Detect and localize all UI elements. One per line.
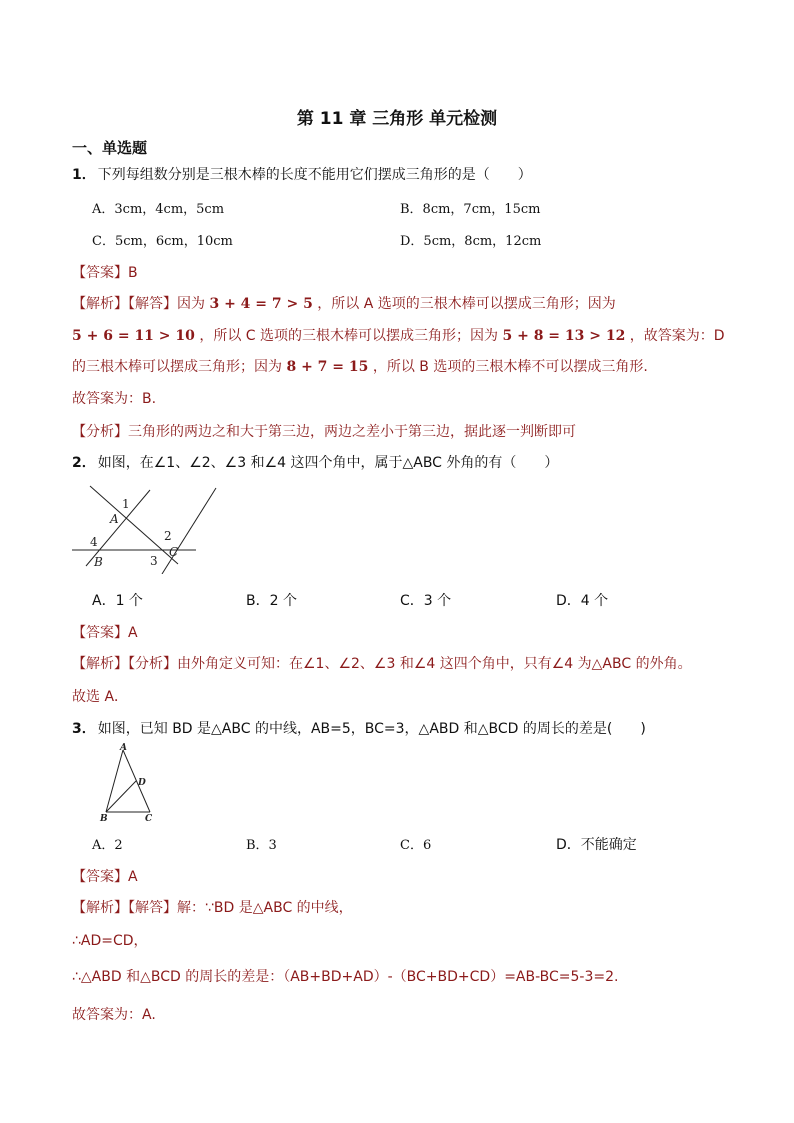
analysis-text: ，所以 A 选项的三根木棒可以摆成三角形；因为 bbox=[312, 296, 616, 312]
question-number: 2． bbox=[72, 455, 96, 471]
analysis-text: ，所以 C 选项的三根木棒可以摆成三角形；因为 bbox=[194, 328, 503, 344]
q2-option-a: A．1 个 bbox=[92, 593, 143, 609]
q2-final-answer: 故选 A． bbox=[72, 689, 129, 705]
q3-option-d: D．不能确定 bbox=[556, 837, 637, 853]
q3-triangle-figure bbox=[96, 742, 162, 824]
q2-answer: 【答案】A bbox=[72, 625, 138, 641]
q1-analysis-line-1 bbox=[72, 293, 616, 313]
math-expression: 8 + 7 = 15 bbox=[286, 359, 369, 375]
question-3-stem bbox=[72, 718, 646, 738]
q1-analysis-line-3 bbox=[72, 356, 648, 376]
q1-option-b: B．8cm，7cm，15cm bbox=[400, 202, 541, 217]
question-text: 下列每组数分别是三根木棒的长度不能用它们摆成三角形的是（ ） bbox=[97, 167, 532, 183]
analysis-text: ，所以 B 选项的三根木棒不可以摆成三角形. bbox=[368, 359, 648, 375]
question-1-stem bbox=[72, 164, 532, 184]
math-expression: 5 + 8 = 13 > 12 bbox=[502, 328, 626, 344]
math-expression: 5 + 6 = 11 > 10 bbox=[72, 328, 195, 344]
vertex-label-c: C bbox=[145, 814, 153, 824]
q1-fenxi: 【分析】三角形的两边之和大于第三边，两边之差小于第三边，据此逐一判断即可 bbox=[72, 424, 576, 440]
q3-step-1: ∴AD=CD， bbox=[72, 933, 148, 949]
page-title: 第 11 章 三角形 单元检测 bbox=[296, 109, 498, 129]
analysis-text: 的三根木棒可以摆成三角形；因为 bbox=[72, 359, 287, 375]
analysis-text: ，故答案为：D bbox=[625, 328, 725, 344]
q3-option-a: A．2 bbox=[92, 838, 123, 853]
section-heading: 一、单选题 bbox=[72, 139, 148, 157]
q1-analysis-line-2 bbox=[72, 325, 725, 345]
q3-step-2: ∴△ABD 和△BCD 的周长的差是：（AB+BD+AD）-（BC+BD+CD）=AB-BC=5-3=2. bbox=[72, 969, 619, 985]
line-through-a-c bbox=[90, 486, 178, 564]
vertex-label-a: A bbox=[120, 743, 127, 753]
question-text: 如图，已知 BD 是△ABC 的中线，AB=5，BC=3，△ABD 和△BCD 的周长的差是( ) bbox=[97, 721, 646, 737]
question-number: 1． bbox=[72, 167, 96, 183]
q2-analysis: 【解析】【分析】由外角定义可知：在∠1、∠2、∠3 和∠4 这四个角中，只有∠4 为△ABC 的外角。 bbox=[72, 656, 692, 672]
q3-final-answer: 故答案为：A. bbox=[72, 1007, 156, 1023]
vertex-label-d: D bbox=[138, 778, 146, 788]
analysis-text: 因为 bbox=[177, 296, 210, 312]
q3-option-b: B．3 bbox=[246, 838, 277, 853]
analysis-tag: 【解析】【解答】 bbox=[72, 296, 177, 312]
angle-label-2: 2 bbox=[164, 529, 172, 543]
vertex-label-a: A bbox=[110, 512, 119, 526]
q3-analysis: 【解析】【解答】解：∵BD 是△ABC 的中线， bbox=[72, 900, 353, 916]
vertex-label-b: B bbox=[94, 555, 103, 569]
q1-option-a: A．3cm，4cm，5cm bbox=[92, 202, 225, 217]
angle-label-1: 1 bbox=[122, 497, 130, 511]
q2-triangle-figure bbox=[66, 482, 226, 574]
angle-label-4: 4 bbox=[90, 535, 98, 549]
side-ac bbox=[123, 750, 150, 812]
question-text: 如图，在∠1、∠2、∠3 和∠4 这四个角中，属于△ABC 外角的有（ ） bbox=[97, 455, 559, 471]
vertex-label-b: B bbox=[100, 814, 108, 824]
q1-option-d: D．5cm，8cm，12cm bbox=[400, 234, 542, 249]
q3-option-c: C．6 bbox=[400, 838, 432, 853]
q1-answer: 【答案】B bbox=[72, 265, 138, 281]
q2-option-d: D．4 个 bbox=[556, 593, 609, 609]
q1-final-answer: 故答案为：B. bbox=[72, 391, 157, 407]
q2-option-b: B．2 个 bbox=[246, 593, 297, 609]
q3-answer: 【答案】A bbox=[72, 869, 138, 885]
vertex-label-c: C bbox=[169, 545, 179, 559]
q1-option-c: C．5cm，6cm，10cm bbox=[92, 234, 233, 249]
math-expression: 3 + 4 = 7 > 5 bbox=[209, 296, 313, 312]
q2-option-c: C．3 个 bbox=[400, 593, 452, 609]
question-number: 3． bbox=[72, 721, 96, 737]
angle-label-3: 3 bbox=[150, 554, 158, 568]
question-2-stem bbox=[72, 452, 558, 472]
